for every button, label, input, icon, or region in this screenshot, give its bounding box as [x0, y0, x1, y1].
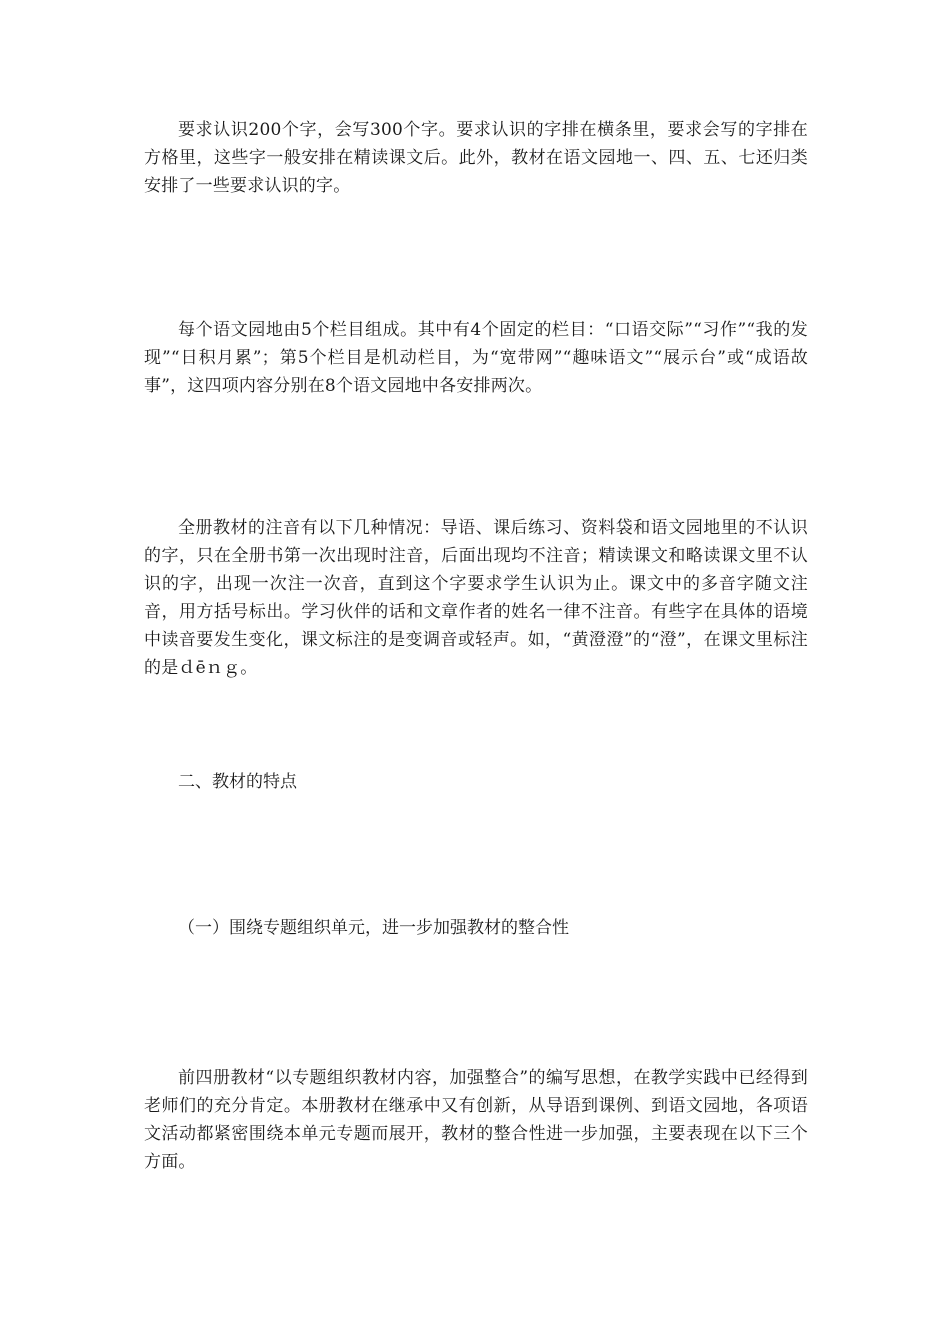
- section-heading: 二、教材的特点: [178, 772, 297, 792]
- paragraph-character-requirements: 要求认识200个字，会写300个字。要求认识的字排在横条里，要求会写的字排在方格里，这些字一般安排在精读课文后。此外，教材在语文园地一、四、五、七还归类安排了一些要求认识的字。: [144, 120, 808, 196]
- paragraph-integration: 前四册教材“以专题组织教材内容，加强整合”的编写思想，在教学实践中已经得到老师们的充分肯定。本册教材在继承中又有创新，从导语到课例、到语文园地，各项语文活动都紧密围绕本单元专题而展开，教材的整合性进一步加强，主要表现在以下三个方面。: [144, 1068, 808, 1172]
- paragraph-pinyin-annotation: 全册教材的注音有以下几种情况：导语、课后练习、资料袋和语文园地里的不认识的字，只在全册书第一次出现时注音，后面出现均不注音；精读课文和略读课文里不认识的字，出现一次注一次音，直到这个字要求学生认识为止。课文中的多音字随文注音，用方括号标出。学习伙伴的话和文章作者的姓名一律不注音。有些字在具体的语境中读音要发生变化，课文标注的是变调音或轻声。如，“黄澄澄”的“澄”，在课文里标注的是ｄēｎｇ。: [144, 518, 808, 678]
- subsection-heading: （一）围绕专题组织单元，进一步加强教材的整合性: [178, 918, 569, 938]
- paragraph-language-garden-columns: 每个语文园地由5个栏目组成。其中有4个固定的栏目：“口语交际”“习作”“我的发现”“日积月累”；第5个栏目是机动栏目，为“宽带网”“趣味语文”“展示台”或“成语故事”，这四项内容分别在8个语文园地中各安排两次。: [144, 320, 808, 396]
